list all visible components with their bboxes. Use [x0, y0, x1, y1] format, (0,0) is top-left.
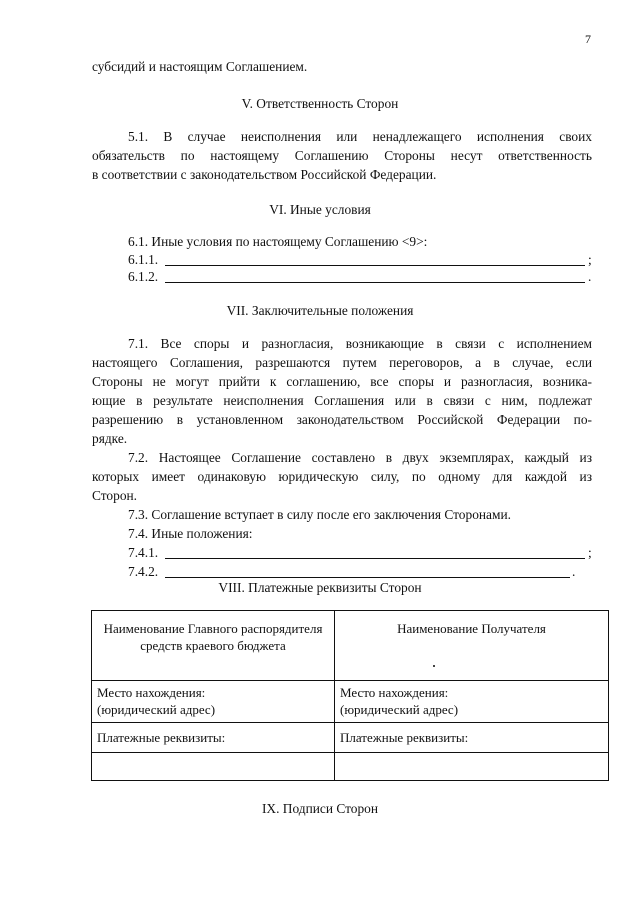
- address-label: Место нахождения:: [97, 685, 206, 700]
- item-6-1-2-tail: .: [588, 269, 592, 284]
- address-sublabel: (юридический адрес): [97, 702, 216, 717]
- section-9-heading: IX. Подписи Сторон: [261, 801, 379, 816]
- section-5-heading: V. Ответственность Сторон: [241, 96, 399, 111]
- item-6-1-1-blank: [165, 265, 585, 266]
- recipient-address-cell: [335, 681, 609, 723]
- section-7-2-line: Сторон.: [92, 488, 138, 503]
- grantor-address-cell: [92, 681, 335, 723]
- item-7-4-2-tail: .: [572, 564, 576, 579]
- intro-line: субсидий и настоящим Соглашением.: [92, 59, 308, 74]
- section-7-2-line: 7.2. Настоящее Соглашение составлено в двух экземплярах, каждый из: [128, 450, 592, 465]
- section-5-paragraph-line: в соответствии с законодательством Российской Федерации.: [92, 167, 437, 182]
- item-6-1-1-tail: ;: [588, 252, 592, 267]
- section-5-paragraph-line: 5.1. В случае неисполнения или ненадлежащего исполнения своих: [128, 129, 592, 144]
- recipient-empty-cell: [335, 753, 609, 781]
- table-row: [92, 611, 609, 681]
- table-row: [92, 681, 609, 723]
- section-6-paragraph: 6.1. Иные условия по настоящему Соглашению <9>:: [128, 234, 428, 249]
- section-6-heading: VI. Иные условия: [269, 202, 371, 217]
- recipient-payment-cell: Платежные реквизиты:: [335, 723, 609, 753]
- section-8-heading: VIII. Платежные реквизиты Сторон: [218, 580, 422, 595]
- grantor-payment-cell: Платежные реквизиты:: [92, 723, 335, 753]
- section-7-2-line: которых имеет одинаковую юридическую силу, по одному для каждой из: [92, 469, 592, 484]
- item-6-1-2-blank: [165, 282, 585, 283]
- grantor-empty-cell: [92, 753, 335, 781]
- header-grantor-name: Наименование Главного распорядителя средств краевого бюджета: [92, 611, 335, 681]
- item-7-4-1-label: 7.4.1.: [128, 545, 159, 560]
- section-7-1-line: настоящего Соглашения, разрешаются путем переговоров, а в случае, если: [92, 355, 592, 370]
- item-7-4-1-blank: [165, 558, 585, 559]
- section-7-1-line: разрешению в установленном законодательством Российской Федерации по-: [92, 412, 592, 427]
- section-7-1-line: 7.1. Все споры и разногласия, возникающие в связи с исполнением: [128, 336, 592, 351]
- page-number: 7: [585, 32, 591, 46]
- section-7-heading: VII. Заключительные положения: [226, 303, 414, 318]
- section-7-1-line: рядке.: [92, 431, 128, 446]
- item-7-4-2-label: 7.4.2.: [128, 564, 159, 579]
- item-6-1-1-label: 6.1.1.: [128, 252, 159, 267]
- section-7-1-line: Стороны не могут прийти к соглашению, все споры и разногласия, возника-: [92, 374, 592, 389]
- item-7-4-1-tail: ;: [588, 545, 592, 560]
- scan-speck: [433, 665, 435, 667]
- item-7-4-2-blank: [165, 577, 570, 578]
- table-row: [92, 723, 609, 753]
- address-label: Место нахождения:: [340, 685, 449, 700]
- section-7-1-line: ющие в результате неисполнения Соглашения или в связи с ним, подлежат: [92, 393, 592, 408]
- header-recipient-name: Наименование Получателя: [335, 611, 609, 681]
- item-6-1-2-label: 6.1.2.: [128, 269, 159, 284]
- section-5-paragraph-line: обязательств по настоящему Соглашению Стороны несут ответственность: [92, 148, 592, 163]
- table-row: [92, 753, 609, 781]
- section-7-4-paragraph: 7.4. Иные положения:: [128, 526, 253, 541]
- payment-details-table: [91, 610, 609, 781]
- address-sublabel: (юридический адрес): [340, 702, 459, 717]
- section-7-3-paragraph: 7.3. Соглашение вступает в силу после его заключения Сторонами.: [128, 507, 511, 522]
